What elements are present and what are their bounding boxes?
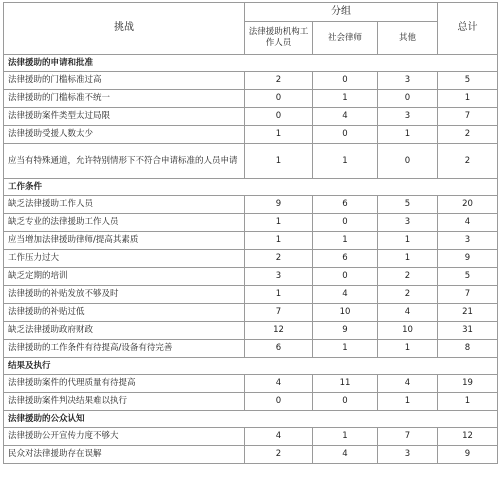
legal-aid-challenges-table — [3, 2, 498, 464]
legal-aid-staff-count-cell: 4 — [245, 428, 313, 446]
table-row — [4, 375, 498, 393]
others-count-cell: 3 — [378, 108, 438, 126]
social-lawyers-count-cell: 1 — [313, 428, 378, 446]
row-label: 法律援助公开宣传力度不够大 — [4, 428, 245, 446]
table-row — [4, 304, 498, 322]
social-lawyers-count-cell: 1 — [313, 144, 378, 179]
total-count-cell: 19 — [438, 375, 498, 393]
table-row — [4, 286, 498, 304]
total-count-cell: 4 — [438, 214, 498, 232]
row-label: 民众对法律援助存在误解 — [4, 446, 245, 464]
total-count-cell: 7 — [438, 286, 498, 304]
social-lawyers-count-cell: 11 — [313, 375, 378, 393]
others-count-cell: 3 — [378, 446, 438, 464]
legal-aid-staff-count-cell: 12 — [245, 322, 313, 340]
total-count-cell: 5 — [438, 72, 498, 90]
row-label: 法律援助的补贴发放不够及时 — [4, 286, 245, 304]
others-count-cell: 4 — [378, 304, 438, 322]
table-row — [4, 196, 498, 214]
total-count-cell: 5 — [438, 268, 498, 286]
table-row — [4, 446, 498, 464]
group-column-header: 分组 — [245, 3, 438, 22]
row-label: 缺乏专业的法律援助工作人员 — [4, 214, 245, 232]
social-lawyers-count-cell: 6 — [313, 196, 378, 214]
total-count-cell: 2 — [438, 144, 498, 179]
total-count-cell: 9 — [438, 250, 498, 268]
total-count-cell: 20 — [438, 196, 498, 214]
others-count-cell: 0 — [378, 90, 438, 108]
total-count-cell: 1 — [438, 393, 498, 411]
total-count-cell: 1 — [438, 90, 498, 108]
section-title: 工作条件 — [4, 179, 498, 196]
legal-aid-staff-count-cell: 1 — [245, 214, 313, 232]
row-label: 缺乏定期的培训 — [4, 268, 245, 286]
total-count-cell: 8 — [438, 340, 498, 358]
total-count-cell: 9 — [438, 446, 498, 464]
legal-aid-staff-count-cell: 2 — [245, 446, 313, 464]
legal-aid-staff-count-cell: 7 — [245, 304, 313, 322]
legal-aid-staff-count-cell: 1 — [245, 232, 313, 250]
section-title: 法律援助的申请和批准 — [4, 55, 498, 72]
total-count-cell: 21 — [438, 304, 498, 322]
others-count-cell: 1 — [378, 126, 438, 144]
legal-aid-staff-count-cell: 3 — [245, 268, 313, 286]
others-count-cell: 5 — [378, 196, 438, 214]
social-lawyers-count-cell: 9 — [313, 322, 378, 340]
social-lawyers-count-cell: 0 — [313, 214, 378, 232]
row-label: 法律援助的门槛标准不统一 — [4, 90, 245, 108]
table-row — [4, 232, 498, 250]
section-title: 法律援助的公众认知 — [4, 411, 498, 428]
row-label: 应当增加法律援助律师/提高其素质 — [4, 232, 245, 250]
legal-aid-staff-count-cell: 4 — [245, 375, 313, 393]
total-count-cell: 12 — [438, 428, 498, 446]
row-label: 法律援助案件类型太过局限 — [4, 108, 245, 126]
social-lawyers-count-cell: 4 — [313, 108, 378, 126]
row-label: 应当有特殊通道，允许特别情形下不符合申请标准的人员申请 — [4, 144, 245, 179]
others-count-cell: 3 — [378, 214, 438, 232]
legal-aid-staff-count-cell: 0 — [245, 393, 313, 411]
statistics-table-container — [3, 2, 497, 464]
table-row — [4, 214, 498, 232]
social-lawyers-count-cell: 0 — [313, 268, 378, 286]
section-header-row — [4, 55, 498, 72]
legal-aid-staff-count-cell: 6 — [245, 340, 313, 358]
table-row — [4, 322, 498, 340]
total-count-cell: 7 — [438, 108, 498, 126]
group-header-others: 其他 — [378, 22, 438, 55]
table-row — [4, 144, 498, 179]
total-column-header: 总计 — [438, 3, 498, 55]
social-lawyers-count-cell: 4 — [313, 286, 378, 304]
legal-aid-staff-count-cell: 2 — [245, 250, 313, 268]
social-lawyers-count-cell: 0 — [313, 126, 378, 144]
row-label: 法律援助受援人数太少 — [4, 126, 245, 144]
table-row — [4, 72, 498, 90]
table-row — [4, 393, 498, 411]
others-count-cell: 1 — [378, 393, 438, 411]
others-count-cell: 1 — [378, 250, 438, 268]
row-label: 法律援助的门槛标准过高 — [4, 72, 245, 90]
others-count-cell: 1 — [378, 232, 438, 250]
others-count-cell: 1 — [378, 340, 438, 358]
social-lawyers-count-cell: 1 — [313, 90, 378, 108]
others-count-cell: 0 — [378, 144, 438, 179]
table-body — [4, 55, 498, 464]
others-count-cell: 7 — [378, 428, 438, 446]
table-row — [4, 340, 498, 358]
table-row — [4, 126, 498, 144]
others-count-cell: 10 — [378, 322, 438, 340]
legal-aid-staff-count-cell: 1 — [245, 286, 313, 304]
row-label: 缺乏法律援助政府财政 — [4, 322, 245, 340]
total-count-cell: 31 — [438, 322, 498, 340]
legal-aid-staff-count-cell: 1 — [245, 126, 313, 144]
row-label: 缺乏法律援助工作人员 — [4, 196, 245, 214]
social-lawyers-count-cell: 0 — [313, 393, 378, 411]
row-label: 工作压力过大 — [4, 250, 245, 268]
table-row — [4, 268, 498, 286]
row-label: 法律援助案件判决结果难以执行 — [4, 393, 245, 411]
others-count-cell: 4 — [378, 375, 438, 393]
total-count-cell: 2 — [438, 126, 498, 144]
social-lawyers-count-cell: 1 — [313, 232, 378, 250]
social-lawyers-count-cell: 4 — [313, 446, 378, 464]
social-lawyers-count-cell: 6 — [313, 250, 378, 268]
table-row — [4, 428, 498, 446]
legal-aid-staff-count-cell: 2 — [245, 72, 313, 90]
table-row — [4, 108, 498, 126]
legal-aid-staff-count-cell: 9 — [245, 196, 313, 214]
section-title: 结果及执行 — [4, 358, 498, 375]
table-row — [4, 250, 498, 268]
social-lawyers-count-cell: 10 — [313, 304, 378, 322]
group-header-legal-aid-staff: 法律援助机构工作人员 — [245, 22, 313, 55]
social-lawyers-count-cell: 0 — [313, 72, 378, 90]
section-header-row — [4, 179, 498, 196]
others-count-cell: 2 — [378, 286, 438, 304]
challenge-column-header: 挑战 — [4, 3, 245, 55]
legal-aid-staff-count-cell: 0 — [245, 108, 313, 126]
legal-aid-staff-count-cell: 0 — [245, 90, 313, 108]
others-count-cell: 3 — [378, 72, 438, 90]
section-header-row — [4, 411, 498, 428]
row-label: 法律援助案件的代理质量有待提高 — [4, 375, 245, 393]
others-count-cell: 2 — [378, 268, 438, 286]
row-label: 法律援助的补贴过低 — [4, 304, 245, 322]
total-count-cell: 3 — [438, 232, 498, 250]
legal-aid-staff-count-cell: 1 — [245, 144, 313, 179]
social-lawyers-count-cell: 1 — [313, 340, 378, 358]
table-row — [4, 90, 498, 108]
section-header-row — [4, 358, 498, 375]
group-header-social-lawyers: 社会律师 — [313, 22, 378, 55]
row-label: 法律援助的工作条件有待提高/设备有待完善 — [4, 340, 245, 358]
